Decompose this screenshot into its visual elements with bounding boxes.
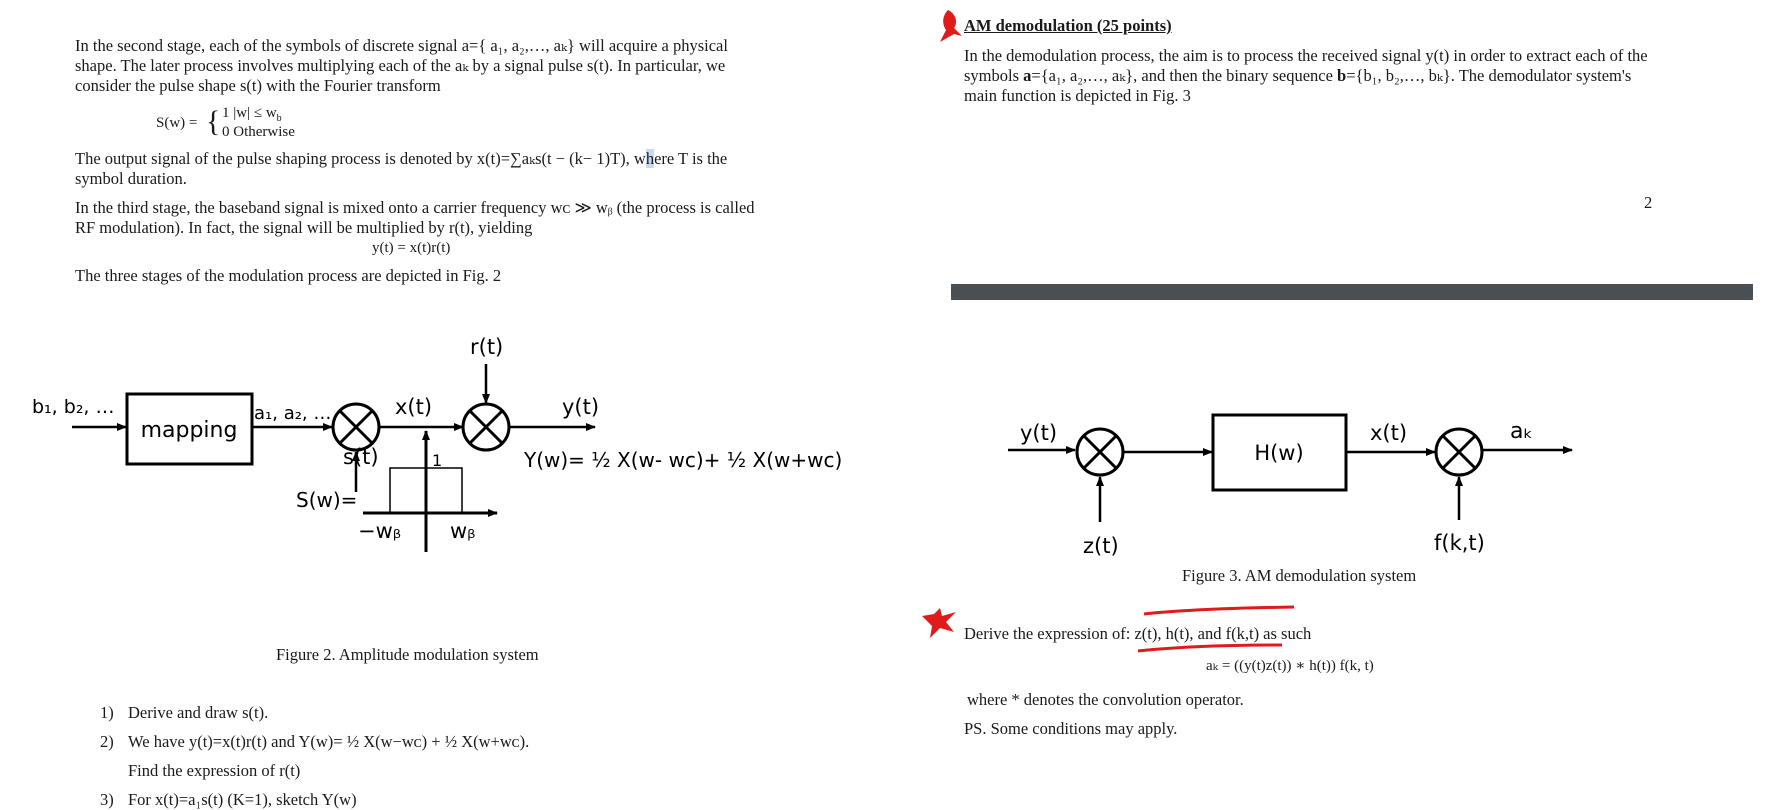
question-item: Find the expression of r(t) xyxy=(128,761,301,780)
neg-wb-label: −wᵦ xyxy=(358,519,402,543)
page-divider xyxy=(951,284,1753,300)
ps-note: PS. Some conditions may apply. xyxy=(964,719,1178,738)
sw-case-2: 0 Otherwise xyxy=(222,124,295,140)
paragraph-fig2-ref: The three stages of the modulation process are depicted in Fig. 2 xyxy=(75,266,502,285)
sw-case-1: 1 $|w| \le w_b$ xyxy=(222,105,282,124)
paragraph-demod-intro: In the demodulation process, the aim is to process the received signal y(t) in order to extract each of the symbols a={a₁, a₂,…, aₖ}, and then the binary sequence b={b₁, b₂,…, bₖ}. The demodulator system's main function is depicted in Fig. 3 xyxy=(964,46,1648,105)
pos-wb-label: wᵦ xyxy=(450,519,476,543)
paragraph-output-signal: The output signal of the pulse shaping process is denoted by x(t)=∑aₖs(t − (k− 1)T), where T is the symbol duration. xyxy=(75,149,728,188)
equation-y: y(t) = x(t)r(t) xyxy=(372,240,451,256)
a-label: a₁, a₂, … xyxy=(254,403,332,424)
derive-instruction: Derive the expression of: z(t), h(t), and f(k,t) as such xyxy=(964,624,1312,643)
Sw-label: S(w)= xyxy=(296,488,358,512)
mapping-label: mapping xyxy=(140,418,238,443)
one-label: 1 xyxy=(432,451,443,470)
figure-3-caption: Figure 3. AM demodulation system xyxy=(1182,566,1417,585)
red-underline-bottom-icon xyxy=(1136,642,1286,656)
paragraph-pulse-shape: In the second stage, each of the symbols of discrete signal a={ a₁, a₂,…, aₖ} will acquire a physical shape. The later process involves multiplying each of the aₖ by a signal pulse s(t). In particular, we consider the pulse shape s(t) with the Fourier transform xyxy=(75,36,728,95)
x-label: x(t) xyxy=(395,395,433,419)
f-label: f(k,t) xyxy=(1434,531,1485,555)
red-underline-top-icon xyxy=(1142,604,1298,618)
heading-am-demodulation: AM demodulation (25 points) xyxy=(964,16,1172,35)
question-item: 2) We have y(t)=x(t)r(t) and Y(w)= ½ X(w−wᴄ) + ½ X(w+wᴄ). xyxy=(100,732,530,751)
z-label: z(t) xyxy=(1083,534,1119,558)
sw-definition xyxy=(156,104,336,144)
question-item: 1) Derive and draw s(t). xyxy=(100,703,269,722)
convolution-note: where * denotes the convolution operator. xyxy=(967,690,1244,709)
multiplier-1-icon xyxy=(333,404,379,450)
figure-3-diagram xyxy=(990,400,1610,570)
multiplier-1-icon xyxy=(1077,429,1123,475)
brace-icon: { xyxy=(206,105,221,138)
figure-2-caption: Figure 2. Amplitude modulation system xyxy=(276,645,539,664)
red-pen-mark-question-icon xyxy=(920,606,960,640)
paragraph-rf-modulation: In the third stage, the baseband signal is mixed onto a carrier frequency wᴄ ≫ wᵦ (the process is called RF modulation). In fact, the signal will be multiplied by r(t), yielding xyxy=(75,198,755,237)
y-input-label: y(t) xyxy=(1020,421,1058,445)
multiplier-2-icon xyxy=(1436,429,1482,475)
question-item: 3) For x(t)=a₁s(t) (K=1), sketch Y(w) xyxy=(100,790,357,809)
sw-lhs: S(w) = xyxy=(156,115,198,131)
r-label: r(t) xyxy=(470,335,504,359)
H-label: H(w) xyxy=(1254,441,1304,465)
multiplier-2-icon xyxy=(463,404,509,450)
y-label: y(t) xyxy=(562,395,600,419)
input-label: b₁, b₂, … xyxy=(32,396,115,418)
a-out-label: aₖ xyxy=(1510,419,1533,444)
s-label: s(t) xyxy=(343,445,379,469)
x-label: x(t) xyxy=(1370,421,1408,445)
Y-equation: Y(w)= ½ X(w- wᴄ)+ ½ X(w+wᴄ) xyxy=(524,448,843,472)
page-number: 2 xyxy=(1644,193,1653,212)
figure-2-diagram xyxy=(0,320,900,630)
red-pen-mark-heading-icon xyxy=(936,8,966,44)
text-highlight: h xyxy=(645,149,655,168)
ak-formula: aₖ = ((y(t)z(t)) ∗ h(t)) f(k, t) xyxy=(1206,658,1374,674)
